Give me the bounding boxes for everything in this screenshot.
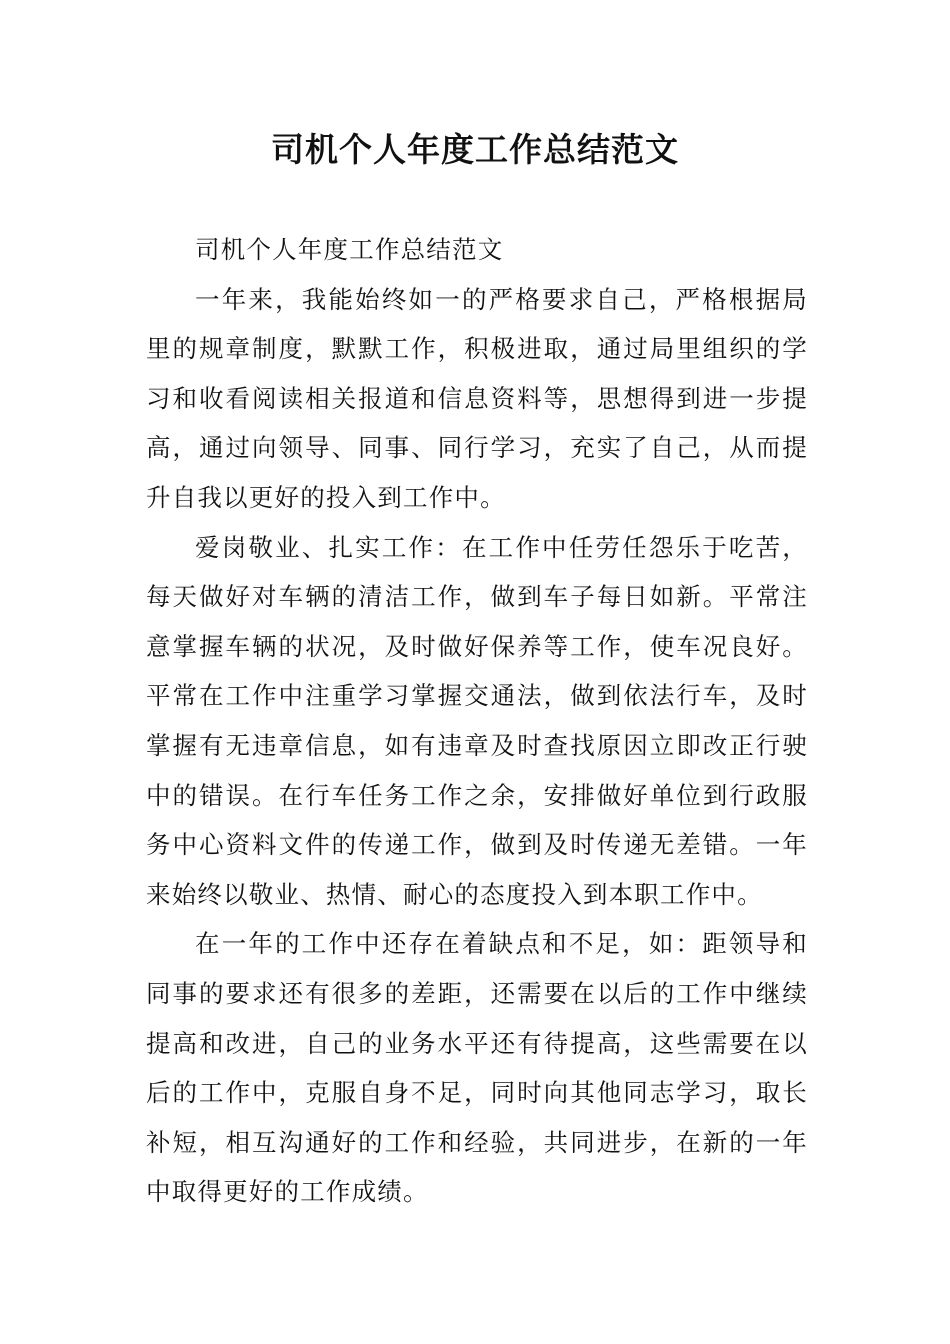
body-paragraph-1: 一年来，我能始终如一的严格要求自己，严格根据局里的规章制度，默默工作，积极进取，通过局里组织的学习和收看阅读相关报道和信息资料等，思想得到进一步提高，通过向领导、同事、同行学习，充实了自己，从而提升自我以更好的投入到工作中。 xyxy=(146,284,808,512)
body-paragraph-3: 在一年的工作中还存在着缺点和不足，如：距领导和同事的要求还有很多的差距，还需要在以后的工作中继续提高和改进，自己的业务水平还有待提高，这些需要在以后的工作中，克服自身不足，同时向其他同志学习，取长补短，相互沟通好的工作和经验，共同进步，在新的一年中取得更好的工作成绩。 xyxy=(146,929,808,1207)
body-paragraph-2: 爱岗敬业、扎实工作：在工作中任劳任怨乐于吃苦，每天做好对车辆的清洁工作，做到车子每日如新。平常注意掌握车辆的状况，及时做好保养等工作，使车况良好。平常在工作中注重学习掌握交通法，做到依法行车，及时掌握有无违章信息，如有违章及时查找原因立即改正行驶中的错误。在行车任务工作之余，安排做好单位到行政服务中心资料文件的传递工作，做到及时传递无差错。一年来始终以敬业、热情、耐心的态度投入到本职工作中。 xyxy=(146,532,808,909)
document-body xyxy=(146,225,808,1217)
document-title: 司机个人年度工作总结范文 xyxy=(271,130,679,169)
body-paragraph-subtitle: 司机个人年度工作总结范文 xyxy=(195,235,504,264)
